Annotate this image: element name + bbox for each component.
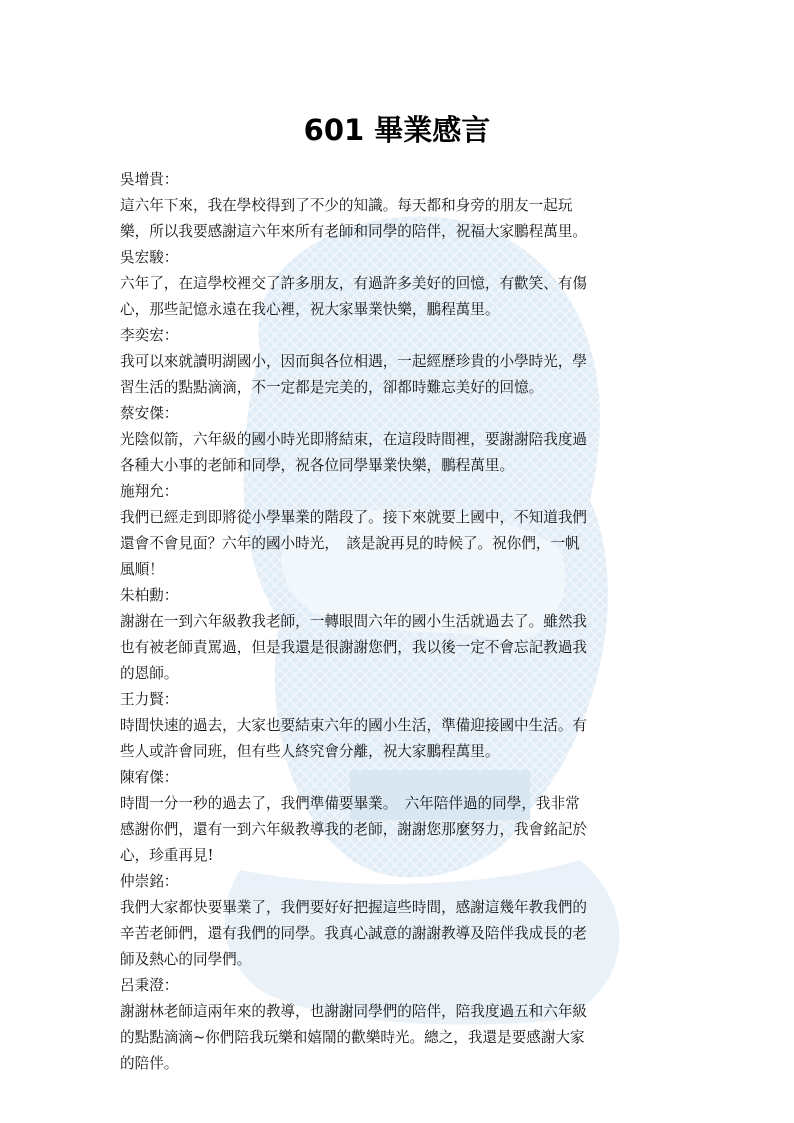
entry-author: 李奕宏： [120, 327, 179, 344]
entry-text-line: 我們已經走到即將從小學畢業的階段了。接下來就要上國中，不知道我們 [120, 509, 588, 526]
entry-author: 呂秉澄： [120, 977, 179, 994]
entry [120, 583, 680, 687]
entry-text-line: 感謝你們，還有一到六年級教導我的老師，謝謝您那麼努力，我會銘記於 [120, 821, 588, 838]
entry-author: 施翔允： [120, 483, 179, 500]
entry-text-line: 的恩師。 [120, 665, 179, 682]
entry [120, 973, 680, 1077]
entry-text-line: 心，珍重再見! [120, 847, 214, 864]
entry [120, 323, 680, 401]
entry-text-line: 時間快速的過去，大家也要結束六年的國小生活，準備迎接國中生活。有 [120, 717, 588, 734]
entry-author: 蔡安傑： [120, 405, 179, 422]
entry-text-line: 謝謝林老師這兩年來的教導，也謝謝同學們的陪伴，陪我度過五和六年級 [120, 1003, 588, 1020]
entry-text-line: 也有被老師責罵過，但是我還是很謝謝您們，我以後一定不會忘記教過我 [120, 639, 588, 656]
entry [120, 765, 680, 869]
entry-author: 陳宥傑： [120, 769, 179, 786]
entry-author: 王力賢： [120, 691, 179, 708]
entry-text-line: 各種大小事的老師和同學，祝各位同學畢業快樂，鵬程萬里。 [120, 457, 515, 474]
entry-author: 仲崇銘： [120, 873, 179, 890]
entry-text-line: 我們大家都快要畢業了，我們要好好把握這些時間，感謝這幾年教我們的 [120, 899, 588, 916]
entry-text-line: 些人或許會同班，但有些人終究會分離，祝大家鵬程萬里。 [120, 743, 500, 760]
entry-text-line: 樂，所以我要感謝這六年來所有老師和同學的陪伴，祝福大家鵬程萬里。 [120, 223, 588, 240]
entry-text-line: 時間一分一秒的過去了，我們準備要畢業。 六年陪伴過的同學，我非常 [120, 795, 580, 812]
entry-author: 吳增貴： [120, 171, 179, 188]
entry [120, 401, 680, 479]
entry [120, 479, 680, 583]
entry-text-line: 習生活的點點滴滴，不一定都是完美的，卻都時難忘美好的回憶。 [120, 379, 544, 396]
page-title: 601 畢業感言 [303, 113, 491, 147]
entry-text-line: 風順！ [120, 561, 164, 578]
entry-text-line: 六年了，在這學校裡交了許多朋友，有過許多美好的回憶，有歡笑、有傷 [120, 275, 588, 292]
entry-text-line: 心，那些記憶永遠在我心裡，祝大家畢業快樂，鵬程萬里。 [120, 301, 500, 318]
entry [120, 167, 680, 245]
entry-text-line: 還會不會見面？六年的國小時光， 該是說再見的時候了。祝你們，一帆 [120, 535, 580, 552]
entry-text-line: 師及熱心的同學們。 [120, 951, 252, 968]
entry-author: 朱柏勳： [120, 587, 179, 604]
entry-text-line: 辛苦老師們，還有我們的同學。我真心誠意的謝謝教導及陪伴我成長的老 [120, 925, 588, 942]
entry [120, 869, 680, 973]
entry-text-line: 的點點滴滴~你們陪我玩樂和嬉鬧的歡樂時光。總之，我還是要感謝大家 [120, 1029, 585, 1046]
entry-author: 吳宏駿： [120, 249, 179, 266]
entry-text-line: 謝謝在一到六年級教我老師，一轉眼間六年的國小生活就過去了。雖然我 [120, 613, 588, 630]
document-body [120, 167, 680, 1077]
entry-text-line: 光陰似箭，六年級的國小時光即將結束，在這段時間裡，要謝謝陪我度過 [120, 431, 588, 448]
entry-text-line: 我可以來就讀明湖國小，因而與各位相遇，一起經歷珍貴的小學時光，學 [120, 353, 588, 370]
entry-text-line: 的陪伴。 [120, 1055, 179, 1072]
entry-text-line: 這六年下來，我在學校得到了不少的知識。每天都和身旁的朋友一起玩 [120, 197, 573, 214]
entry [120, 687, 680, 765]
entry [120, 245, 680, 323]
